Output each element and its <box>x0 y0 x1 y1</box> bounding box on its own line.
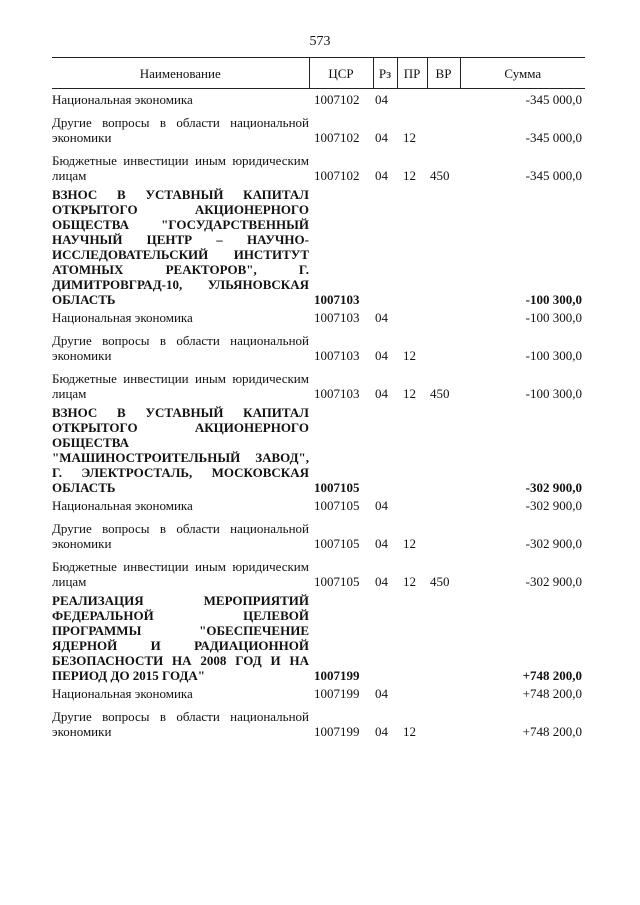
row-vr <box>427 107 460 145</box>
table-header <box>52 58 585 89</box>
column-header-csr: ЦСР <box>309 58 373 89</box>
row-sum: -345 000,0 <box>525 168 582 183</box>
row-name: Другие вопросы в области национальной экономики <box>52 115 309 145</box>
row-csr: 1007105 <box>314 498 360 513</box>
row-pr: 12 <box>403 130 416 145</box>
row-pr <box>397 589 427 683</box>
row-pr <box>397 307 427 325</box>
row-name: РЕАЛИЗАЦИЯ МЕРОПРИЯТИЙ ФЕДЕРАЛЬНОЙ ЦЕЛЕВОЙ ПРОГРАММЫ "ОБЕСПЕЧЕНИЕ ЯДЕРНОЙ И РАДИАЦИОННОЙ БЕЗОПАСНОСТИ НА 2008 ГОД И НА ПЕРИОД ДО 2015 ГОДА" <box>52 593 309 683</box>
row-vr <box>427 183 460 307</box>
row-rz <box>373 589 397 683</box>
row-pr: 12 <box>403 386 416 401</box>
row-pr: 12 <box>403 348 416 363</box>
row-sum: +748 200,0 <box>522 686 582 701</box>
row-csr: 1007103 <box>314 348 360 363</box>
row-sum: +748 200,0 <box>522 668 582 683</box>
row-name: ВЗНОС В УСТАВНЫЙ КАПИТАЛ ОТКРЫТОГО АКЦИОНЕРНОГО ОБЩЕСТВА "ГОСУДАРСТВЕННЫЙ НАУЧНЫЙ ЦЕНТР – НАУЧНО-ИССЛЕДОВАТЕЛЬСКИЙ ИНСТИТУТ АТОМНЫХ РЕАКТОРОВ", Г. ДИМИТРОВГРАД-10, УЛЬЯНОВСКАЯ ОБЛАСТЬ <box>52 187 309 307</box>
row-sum: -100 300,0 <box>525 310 582 325</box>
table-row <box>52 551 585 589</box>
row-pr: 12 <box>403 574 416 589</box>
row-rz: 04 <box>375 574 388 589</box>
row-sum: -100 300,0 <box>525 386 582 401</box>
row-csr: 1007199 <box>314 668 360 683</box>
row-csr: 1007199 <box>314 686 360 701</box>
table-row <box>52 325 585 363</box>
table-row <box>52 145 585 183</box>
column-header-rz: Рз <box>373 58 397 89</box>
row-sum: -345 000,0 <box>525 92 582 107</box>
row-name: ВЗНОС В УСТАВНЫЙ КАПИТАЛ ОТКРЫТОГО АКЦИОНЕРНОГО ОБЩЕСТВА "МАШИНОСТРОИТЕЛЬНЫЙ ЗАВОД", Г. ЭЛЕКТРОСТАЛЬ, МОСКОВСКАЯ ОБЛАСТЬ <box>52 405 309 495</box>
row-vr: 450 <box>430 168 450 183</box>
row-csr: 1007103 <box>314 310 360 325</box>
table-row <box>52 701 585 739</box>
table-row <box>52 401 585 495</box>
row-vr: 450 <box>430 386 450 401</box>
row-name: Другие вопросы в области национальной экономики <box>52 333 309 363</box>
row-vr <box>427 589 460 683</box>
row-csr: 1007105 <box>314 480 360 495</box>
row-name: Национальная экономика <box>52 310 193 325</box>
row-sum: -100 300,0 <box>525 348 582 363</box>
row-vr <box>427 683 460 701</box>
budget-table <box>52 57 585 739</box>
row-pr: 12 <box>403 168 416 183</box>
row-pr <box>397 183 427 307</box>
row-csr: 1007105 <box>314 574 360 589</box>
table-row <box>52 589 585 683</box>
row-vr <box>427 401 460 495</box>
row-name: Бюджетные инвестиции иным юридическим лицам <box>52 153 309 183</box>
column-header-pr: ПР <box>397 58 427 89</box>
row-name: Национальная экономика <box>52 686 193 701</box>
row-name: Национальная экономика <box>52 92 193 107</box>
row-csr: 1007105 <box>314 536 360 551</box>
row-name: Бюджетные инвестиции иным юридическим лицам <box>52 559 309 589</box>
row-pr <box>397 495 427 513</box>
row-rz: 04 <box>375 168 388 183</box>
table-row <box>52 89 585 108</box>
row-csr: 1007103 <box>314 386 360 401</box>
row-csr: 1007102 <box>314 130 360 145</box>
row-sum: -302 900,0 <box>525 480 582 495</box>
row-pr: 12 <box>403 536 416 551</box>
row-vr: 450 <box>430 574 450 589</box>
row-rz <box>373 401 397 495</box>
row-rz: 04 <box>375 686 388 701</box>
column-header-vr: ВР <box>427 58 460 89</box>
row-vr <box>427 495 460 513</box>
row-rz: 04 <box>375 536 388 551</box>
row-vr <box>427 89 460 108</box>
table-row <box>52 183 585 307</box>
row-pr <box>397 683 427 701</box>
row-pr: 12 <box>403 724 416 739</box>
row-rz: 04 <box>375 348 388 363</box>
table-row <box>52 495 585 513</box>
row-sum: -302 900,0 <box>525 574 582 589</box>
row-vr <box>427 307 460 325</box>
row-pr <box>397 401 427 495</box>
table-row <box>52 513 585 551</box>
row-sum: +748 200,0 <box>522 724 582 739</box>
column-header-name: Наименование <box>52 58 309 89</box>
table-body <box>52 89 585 740</box>
table-row <box>52 683 585 701</box>
row-csr: 1007103 <box>314 292 360 307</box>
row-vr <box>427 325 460 363</box>
row-name: Бюджетные инвестиции иным юридическим лицам <box>52 371 309 401</box>
row-vr <box>427 513 460 551</box>
page-number: 573 <box>309 34 331 49</box>
table-row <box>52 107 585 145</box>
row-rz: 04 <box>375 92 388 107</box>
row-sum: -302 900,0 <box>525 498 582 513</box>
table-row <box>52 307 585 325</box>
row-csr: 1007102 <box>314 92 360 107</box>
row-rz: 04 <box>375 130 388 145</box>
row-name: Другие вопросы в области национальной экономики <box>52 709 309 739</box>
row-rz: 04 <box>375 310 388 325</box>
row-vr <box>427 701 460 739</box>
row-csr: 1007102 <box>314 168 360 183</box>
table-row <box>52 363 585 401</box>
row-rz <box>373 183 397 307</box>
row-name: Национальная экономика <box>52 498 193 513</box>
row-sum: -345 000,0 <box>525 130 582 145</box>
row-name: Другие вопросы в области национальной экономики <box>52 521 309 551</box>
row-pr <box>397 89 427 108</box>
column-header-sum: Сумма <box>460 58 585 89</box>
row-rz: 04 <box>375 498 388 513</box>
row-sum: -302 900,0 <box>525 536 582 551</box>
row-sum: -100 300,0 <box>525 292 582 307</box>
row-rz: 04 <box>375 386 388 401</box>
row-rz: 04 <box>375 724 388 739</box>
row-csr: 1007199 <box>314 724 360 739</box>
